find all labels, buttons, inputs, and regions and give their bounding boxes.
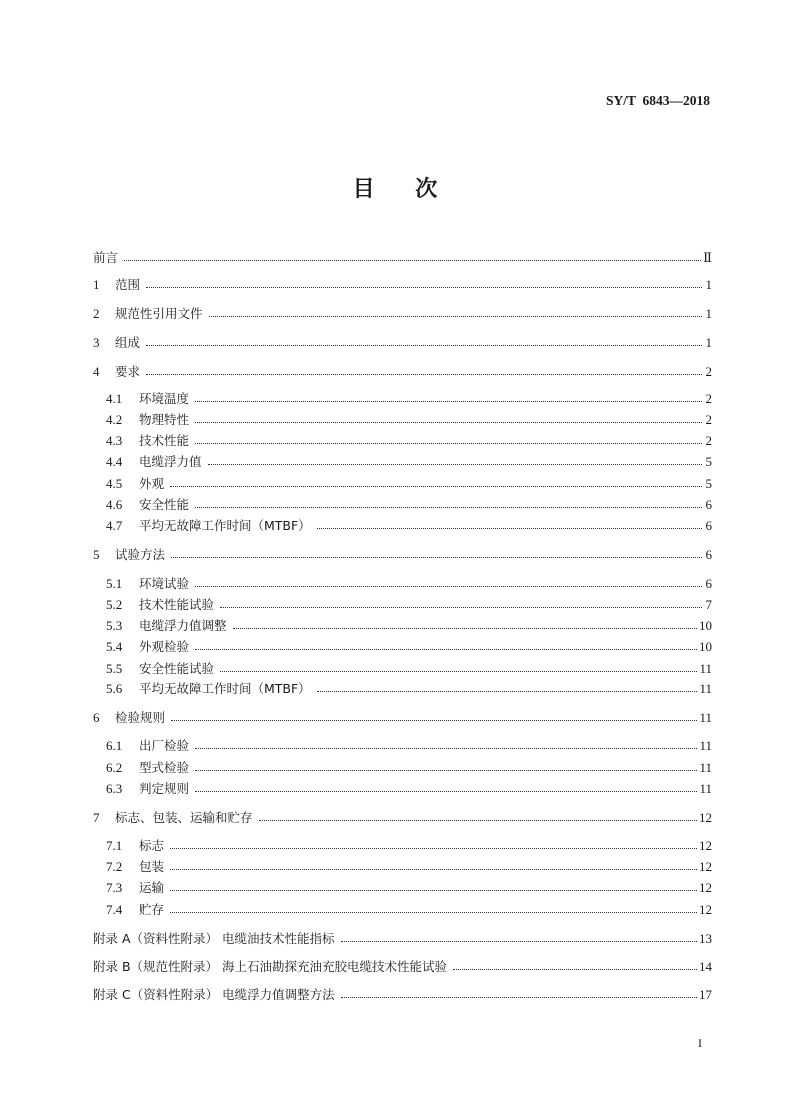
toc-entry[interactable]: [106, 495, 712, 515]
toc-entry-number: 1: [93, 277, 100, 292]
toc-entry-page: 5: [705, 476, 712, 491]
toc-entry-number: 6.2: [106, 760, 123, 775]
standard-code: SY/T 6843—2018: [605, 93, 710, 108]
toc-entry-page: 2: [705, 412, 712, 427]
toc-entry[interactable]: [93, 304, 712, 324]
toc-entry-title: 前言: [93, 250, 119, 265]
toc-entry-page: 6: [705, 576, 712, 591]
toc-dot-leader: [259, 819, 697, 821]
toc-entry-number: 4.1: [106, 391, 123, 406]
toc-entry-page: 12: [699, 880, 712, 895]
toc-entry-title: 型式检验: [139, 760, 190, 775]
toc-entry-title: 平均无故障工作时间（MTBF）: [139, 518, 311, 533]
toc-entry-page: 12: [699, 810, 712, 825]
toc-entry-number: 2: [93, 306, 100, 321]
toc-entry-title: 出厂检验: [139, 738, 190, 753]
toc-entry-page: 14: [699, 959, 712, 974]
toc-dot-leader: [208, 463, 702, 465]
toc-dot-leader: [124, 259, 701, 261]
toc-entry-title: 标志、包装、运输和贮存: [115, 810, 253, 825]
toc-entry-title: 外观检验: [139, 639, 190, 654]
toc-entry[interactable]: [93, 957, 712, 977]
toc-entry-page: 12: [699, 838, 712, 853]
toc-entry-number: 5.1: [106, 576, 123, 591]
toc-entry[interactable]: [93, 333, 712, 353]
toc-entry-number: 5: [93, 547, 100, 562]
toc-dot-leader: [453, 968, 697, 970]
toc-entry[interactable]: [106, 878, 712, 898]
toc-entry-number: 7.1: [106, 838, 123, 853]
toc-entry-page: 11: [699, 781, 712, 796]
toc-entry[interactable]: [106, 574, 712, 594]
toc-dot-leader: [195, 506, 702, 508]
toc-entry-page: 12: [699, 902, 712, 917]
toc-dot-leader: [317, 527, 702, 529]
toc-entry-number: 7: [93, 810, 100, 825]
toc-dot-leader: [220, 670, 697, 672]
toc-entry-title: 标志: [139, 838, 165, 853]
toc-dot-leader: [195, 648, 697, 650]
toc-entry[interactable]: [93, 275, 712, 295]
toc-entry-title: 规范性引用文件: [115, 306, 203, 321]
toc-dot-leader: [341, 996, 697, 998]
toc-entry-page: 6: [705, 497, 712, 512]
toc-dot-leader: [195, 790, 697, 792]
toc-entry-title: 试验方法: [115, 547, 166, 562]
toc-dot-leader: [220, 606, 702, 608]
toc-entry[interactable]: [106, 516, 712, 536]
toc-dot-leader: [195, 769, 697, 771]
toc-dot-leader: [170, 889, 697, 891]
toc-dot-leader: [170, 911, 697, 913]
toc-entry-page: 2: [705, 391, 712, 406]
toc-entry-title: 环境试验: [139, 576, 190, 591]
toc-entry[interactable]: [106, 736, 712, 756]
toc-entry-number: 5.2: [106, 597, 123, 612]
toc-entry-page: 1: [705, 335, 712, 350]
toc-entry-title: 检验规则: [115, 710, 166, 725]
toc-entry[interactable]: [106, 389, 712, 409]
toc-entry-number: 4.6: [106, 497, 123, 512]
page-number: I: [698, 1036, 702, 1050]
toc-entry-page: 7: [705, 597, 712, 612]
toc-dot-leader: [195, 421, 702, 423]
toc-dot-leader: [146, 286, 702, 288]
toc-entry-title: 判定规则: [139, 781, 190, 796]
toc-entry-title: 电缆浮力值: [139, 454, 202, 469]
toc-entry-number: 6.1: [106, 738, 123, 753]
toc-entry[interactable]: [106, 659, 712, 679]
toc-entry[interactable]: [106, 431, 712, 451]
toc-entry[interactable]: [106, 679, 712, 699]
toc-entry-page: 11: [699, 710, 712, 725]
toc-entry-page: 11: [699, 681, 712, 696]
toc-entry-title: 运输: [139, 880, 165, 895]
toc-dot-leader: [195, 442, 702, 444]
toc-entry-title: 安全性能: [139, 497, 190, 512]
toc-entry-title: 附录 A（资料性附录） 电缆油技术性能指标: [93, 931, 335, 946]
toc-entry-title: 贮存: [139, 902, 165, 917]
toc-dot-leader: [171, 556, 702, 558]
toc-dot-leader: [170, 847, 697, 849]
toc-entry[interactable]: [93, 362, 712, 382]
toc-entry[interactable]: [106, 779, 712, 799]
toc-dot-leader: [195, 400, 702, 402]
toc-dot-leader: [341, 940, 698, 942]
toc-entry-title: 环境温度: [139, 391, 190, 406]
toc-entry-title: 电缆浮力值调整: [139, 618, 227, 633]
toc-entry-title: 平均无故障工作时间（MTBF）: [139, 681, 311, 696]
toc-entry-number: 7.2: [106, 859, 123, 874]
toc-dot-leader: [195, 747, 697, 749]
toc-entry[interactable]: [93, 545, 712, 565]
toc-entry-number: 3: [93, 335, 100, 350]
toc-dot-leader: [146, 344, 702, 346]
toc-entry-number: 6.3: [106, 781, 123, 796]
toc-entry[interactable]: [106, 474, 712, 494]
toc-entry-page: 13: [699, 931, 712, 946]
toc-entry-number: 7.4: [106, 902, 123, 917]
toc-entry[interactable]: [106, 836, 712, 856]
toc-entry[interactable]: [106, 410, 712, 430]
toc-entry[interactable]: [106, 900, 712, 920]
toc-entry[interactable]: [93, 929, 712, 949]
toc-entry[interactable]: [93, 708, 712, 728]
toc-entry-page: 2: [705, 433, 712, 448]
toc-dot-leader: [317, 690, 698, 692]
toc-entry-page: 11: [699, 661, 712, 676]
toc-entry-page: 10: [699, 639, 712, 654]
toc-entry[interactable]: [106, 637, 712, 657]
toc-entry-number: 4.5: [106, 476, 123, 491]
toc-entry-page: 6: [705, 518, 712, 533]
toc-entry[interactable]: [106, 857, 712, 877]
toc-entry-page: 5: [705, 454, 712, 469]
toc-entry-number: 4.7: [106, 518, 123, 533]
toc-entry[interactable]: [93, 248, 712, 268]
toc-entry-number: 4.2: [106, 412, 123, 427]
toc-entry-number: 6: [93, 710, 100, 725]
toc-dot-leader: [170, 485, 702, 487]
toc-entry-page: Ⅱ: [703, 250, 712, 265]
toc-entry-title: 安全性能试验: [139, 661, 215, 676]
toc-dot-leader: [233, 627, 697, 629]
toc-entry-page: 10: [699, 618, 712, 633]
toc-entry-number: 5.5: [106, 661, 123, 676]
toc-entry-page: 17: [699, 987, 712, 1002]
toc-dot-leader: [209, 315, 702, 317]
toc-entry-title: 附录 C（资料性附录） 电缆浮力值调整方法: [93, 987, 335, 1002]
toc-entry-number: 4: [93, 364, 100, 379]
toc-entry-page: 2: [705, 364, 712, 379]
toc-entry-page: 6: [705, 547, 712, 562]
toc-entry[interactable]: [106, 452, 712, 472]
toc-entry[interactable]: [106, 616, 712, 636]
toc-title: 目 次: [352, 177, 440, 202]
toc-entry-title: 附录 B（规范性附录） 海上石油勘探充油充胶电缆技术性能试验: [93, 959, 448, 974]
toc-entry[interactable]: [93, 808, 712, 828]
toc-entry[interactable]: [106, 595, 712, 615]
toc-entry-number: 5.6: [106, 681, 123, 696]
toc-entry-number: 5.4: [106, 639, 123, 654]
toc-entry-page: 12: [699, 859, 712, 874]
toc-entry[interactable]: [106, 758, 712, 778]
toc-entry-number: 4.4: [106, 454, 123, 469]
toc-entry-page: 11: [699, 738, 712, 753]
toc-entry-page: 1: [705, 306, 712, 321]
toc-dot-leader: [171, 719, 697, 721]
toc-dot-leader: [170, 868, 697, 870]
toc-entry-number: 4.3: [106, 433, 123, 448]
toc-entry-number: 5.3: [106, 618, 123, 633]
toc-entry-number: 7.3: [106, 880, 123, 895]
toc-entry-title: 要求: [115, 364, 141, 379]
toc-entry[interactable]: [93, 985, 712, 1005]
toc-entry-title: 包装: [139, 859, 165, 874]
toc-entry-title: 技术性能试验: [139, 597, 215, 612]
toc-entry-title: 范围: [115, 277, 141, 292]
toc-entry-title: 技术性能: [139, 433, 190, 448]
toc-entry-title: 组成: [115, 335, 141, 350]
toc-dot-leader: [146, 373, 702, 375]
toc-entry-page: 1: [705, 277, 712, 292]
toc-dot-leader: [195, 585, 702, 587]
toc-entry-title: 外观: [139, 476, 165, 491]
toc-entry-page: 11: [699, 760, 712, 775]
toc-entry-title: 物理特性: [139, 412, 190, 427]
